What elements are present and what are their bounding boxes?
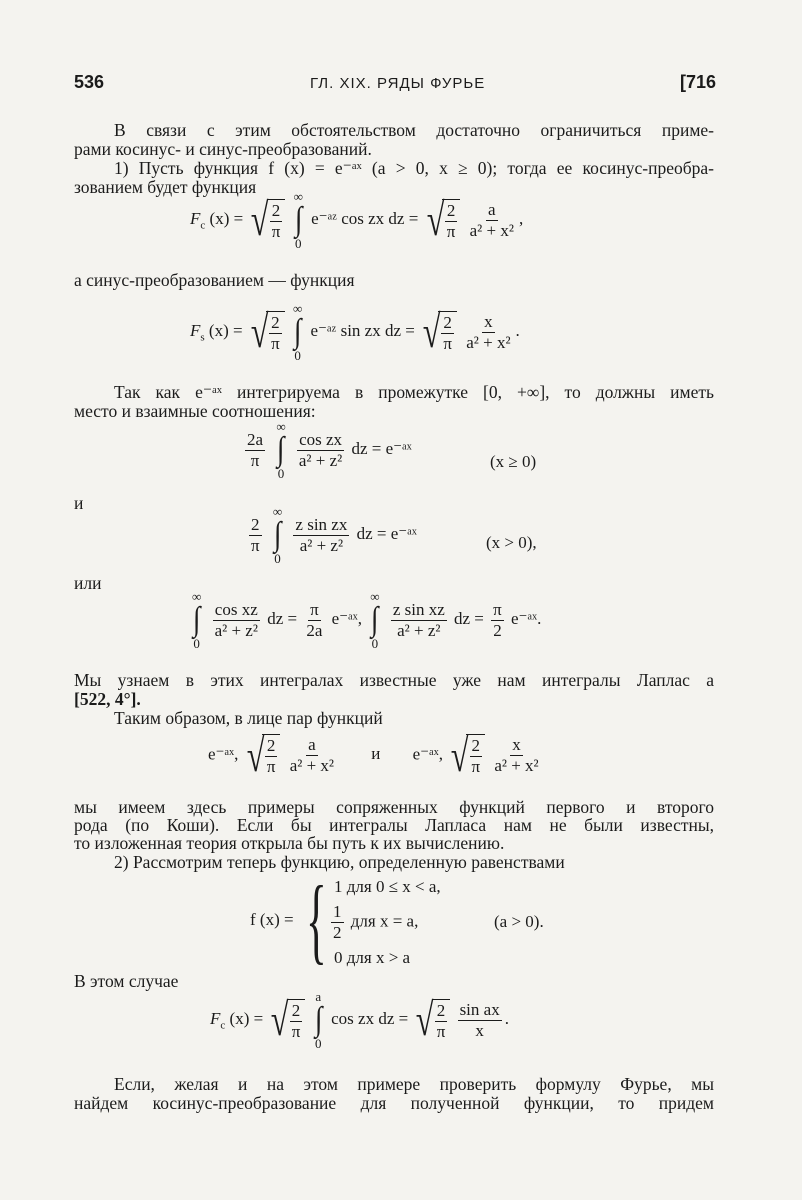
eq-symbol: F (190, 208, 201, 228)
paragraph-1-line-1: В связи с этим обстоятельством достаточно ограничиться приме- (114, 120, 714, 140)
word-and: и (74, 493, 84, 513)
paragraph-10-line-2: найдем косинус-преобразование для полученной функции, то придем (74, 1093, 714, 1113)
running-head: ГЛ. XIX. РЯДЫ ФУРЬЕ (310, 75, 486, 92)
eq-arg: (x) = (229, 1008, 264, 1028)
integral-icon: ∞ ∫ 0 (370, 589, 380, 651)
paragraph-5-line-1: Мы узнаем в этих интегралах известные уже нам интегралы Лаплас а (74, 670, 714, 690)
condition-a-gt-0: (a > 0). (494, 912, 544, 931)
left-brace-icon: { (306, 866, 327, 973)
paragraph-7-line-1: мы имеем здесь примеры сопряженных функций первого и второго (74, 797, 714, 817)
equation-function-pairs: e⁻ᵃˣ, √ $\frac{2}{\pi}$ $\frac{a}{\text{a² + x²}}$ и e⁻ᵃˣ, √ $\frac{2}{\pi}$ $\frac{x}{\text{a² + x²}}$ (208, 729, 539, 781)
sqrt-icon: √ (451, 729, 469, 781)
paragraph-1-line-2: рами косинус- и синус-преобразований. (74, 139, 372, 159)
paragraph-2-line-1: 1) Пусть функция f (x) = e⁻ᵃˣ (a > 0, x ≥ 0); тогда ее косинус-преобра- (114, 158, 714, 178)
integral-icon: ∞ ∫ 0 (293, 189, 303, 251)
paragraph-9: В этом случае (74, 971, 179, 991)
word-or: или (74, 573, 102, 593)
sqrt-icon: √ (251, 194, 269, 245)
eq-exp: e⁻ᵃᶻ (310, 320, 337, 340)
integral-icon: ∞ ∫ 0 (192, 589, 202, 651)
paragraph-5-line-2: [522, 4°]. (74, 689, 141, 709)
section-number: [716 (680, 72, 717, 92)
eq-arg: (x) = (208, 320, 243, 340)
sqrt-icon: √ (426, 194, 445, 245)
paragraph-4-line-1: Так как e⁻ᵃˣ интегрируема в промежутке [0, +∞], то должны иметь (114, 382, 714, 402)
equation-cosine-transform: $F_c$ (x) = √ $\frac{2}{\pi}$ ∞ ∫ 0 e⁻ᵃᶻ cos zx dz = √ $\frac{2}{\pi}$ $\frac{a}{\text{a² + x²}}$ , (190, 189, 524, 251)
sqrt-icon: √ (271, 994, 289, 1045)
paragraph-8: 2) Рассмотрим теперь функцию, определенную равенствами (114, 852, 565, 872)
paragraph-4-line-2: место и взаимные соотношения: (74, 401, 316, 421)
equation-step-transform: $F_c$ (x) = √ $\frac{2}{\pi}$ a ∫ 0 cos zx dz = √ $\frac{2}{\pi}$ $\frac{\text{sin ax}}{x}$ . (210, 989, 509, 1051)
eq-integrand: cos zx dz = (341, 208, 419, 228)
page-number: 536 (74, 72, 105, 92)
piecewise-case-1: 1 для 0 ≤ x < a, (334, 877, 441, 896)
eq-subscript: s (200, 331, 205, 344)
eq-symbol: F (210, 1008, 221, 1028)
integral-icon: ∞ ∫ 0 (292, 301, 303, 363)
sqrt-icon: √ (246, 729, 265, 781)
eq-symbol: F (190, 320, 201, 340)
equation-laplace-1: $\frac{2a}{\pi}$ ∞ ∫ 0 $\frac{\text{cos zx}}{\text{a² + z²}}$ dz = e⁻ᵃˣ (247, 419, 412, 481)
paragraph-10-line-1: Если, желая и на этом примере проверить формулу Фурье, мы (114, 1074, 714, 1094)
piecewise-lhs: f (x) = (250, 910, 294, 929)
paragraph-2-line-2: зованием будет функция (74, 177, 257, 197)
integral-icon: a ∫ 0 (314, 989, 322, 1051)
equation-laplace-pair: ∞ ∫ 0 $\frac{\text{cos xz}}{\text{a² + z²}}$ dz = $\frac{\pi}{2a}$ e⁻ᵃˣ, ∞ ∫ 0 $\frac{\text{z sin xz}}{\text{a² + z²}}$ dz = $\frac{\pi}{2}$ e⁻ᵃˣ. (192, 589, 542, 651)
paragraph-7-line-3: то изложенная теория открыла бы путь к их вычислению. (74, 833, 505, 853)
condition-x-gt-0: (x > 0), (486, 533, 537, 552)
equation-laplace-2: $\frac{2}{\pi}$ ∞ ∫ 0 $\frac{\text{z sin zx}}{\text{a² + z²}}$ dz = e⁻ᵃˣ (251, 504, 417, 566)
piecewise-case-2: $\frac{1}{2}$ для x = a, (333, 902, 419, 942)
sqrt-icon: √ (250, 306, 269, 357)
equation-sine-transform: $F_s$ (x) = √ $\frac{2}{\pi}$ ∞ ∫ 0 e⁻ᵃᶻ sin zx dz = √ $\frac{2}{\pi}$ $\frac{x}{\text{a² + x²}}$ . (190, 301, 520, 363)
integral-icon: ∞ ∫ 0 (276, 419, 286, 481)
sqrt-icon: √ (422, 306, 441, 357)
paragraph-6: Таким образом, в лице пар функций (114, 708, 383, 728)
eq-integrand: sin zx dz = (340, 320, 415, 340)
eq-exp: e⁻ᵃᶻ (311, 208, 337, 228)
eq-subscript: c (220, 1019, 226, 1032)
integral-icon: ∞ ∫ 0 (272, 504, 283, 566)
eq-arg: (x) = (209, 208, 244, 228)
paragraph-3: а синус-преобразованием — функция (74, 270, 355, 290)
eq-subscript: c (200, 219, 206, 232)
piecewise-case-3: 0 для x > a (334, 948, 411, 967)
sqrt-icon: √ (416, 994, 434, 1045)
paragraph-7-line-2: рода (по Коши). Если бы интегралы Лапласа нам не были известны, (74, 815, 714, 835)
condition-x-ge-0: (x ≥ 0) (490, 452, 537, 471)
